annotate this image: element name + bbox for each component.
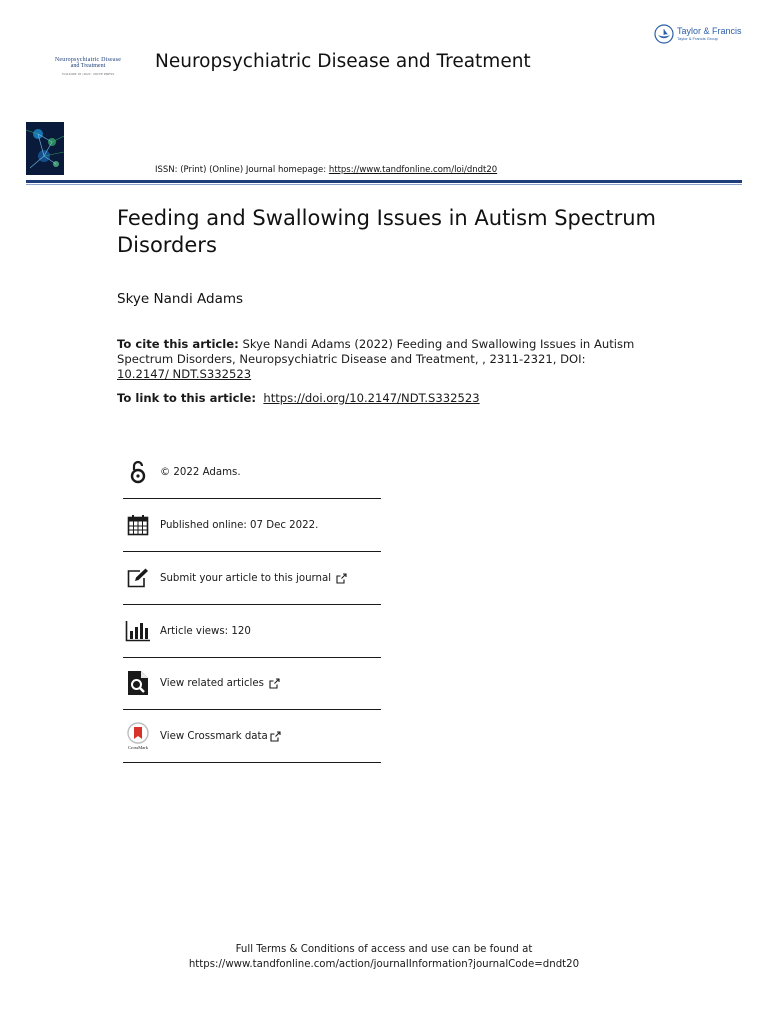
related-articles-icon xyxy=(125,670,151,696)
citation-block xyxy=(117,337,637,382)
open-access-icon xyxy=(125,459,151,485)
article-views-row xyxy=(123,605,381,658)
published-text: Published online: 07 Dec 2022. xyxy=(160,519,319,531)
article-title: Feeding and Swallowing Issues in Autism Spectrum Disorders xyxy=(117,206,656,257)
journal-cover-image xyxy=(26,122,64,175)
crossmark-row[interactable] xyxy=(123,710,381,763)
journal-logo-line1: Neuropsychiatric Disease xyxy=(54,57,122,63)
publisher-logo-icon xyxy=(654,24,674,44)
link-label: To link to this article: xyxy=(117,391,256,405)
license-text: © 2022 Adams. xyxy=(160,466,241,478)
journal-title: Neuropsychiatric Disease and Treatment xyxy=(155,51,531,72)
submit-article-row[interactable] xyxy=(123,552,381,605)
article-author: Skye Nandi Adams xyxy=(117,291,244,307)
header-divider-thin xyxy=(26,184,742,185)
crossmark-sublabel: CrossMark xyxy=(128,745,148,750)
journal-logo-line2: and Treatment xyxy=(70,63,106,70)
footer-terms-url[interactable]: https://www.tandfonline.com/action/journalInformation?journalCode=dndt20 xyxy=(188,959,580,970)
crossmark-link[interactable]: View Crossmark data xyxy=(160,730,268,742)
article-link-line xyxy=(117,391,480,405)
external-link-icon xyxy=(336,573,347,584)
article-doi-link[interactable]: https://doi.org/10.2147/NDT.S332523 xyxy=(263,391,480,405)
citation-doi-link[interactable]: 10.2147/ NDT.S332523 xyxy=(117,367,252,381)
journal-logo xyxy=(40,57,136,76)
citation-label: To cite this article: xyxy=(117,337,239,351)
footer-terms-text: Full Terms & Conditions of access and use can be found at xyxy=(235,944,533,955)
journal-homepage-link[interactable]: https://www.tandfonline.com/loi/dndt20 xyxy=(328,165,498,175)
related-articles-row[interactable] xyxy=(123,657,381,710)
publisher-name: Taylor & Francis xyxy=(677,26,742,36)
external-link-icon xyxy=(270,731,281,742)
published-row xyxy=(123,499,381,552)
submit-article-link[interactable]: Submit your article to this journal xyxy=(160,572,332,584)
external-link-icon xyxy=(269,678,280,689)
footer xyxy=(0,942,768,972)
issn-line xyxy=(155,165,497,175)
publisher-logo[interactable] xyxy=(654,22,749,46)
calendar-icon xyxy=(125,512,151,538)
bar-chart-icon xyxy=(125,618,151,644)
crossmark-icon xyxy=(125,723,151,749)
publisher-group: Taylor & Francis Group xyxy=(677,36,718,41)
article-views-text: Article views: 120 xyxy=(160,625,251,637)
edit-icon xyxy=(125,565,151,591)
issn-text: ISSN: (Print) (Online) Journal homepage: xyxy=(155,165,329,175)
journal-logo-line3: VOLUME 18 | 2022 · DOVE PRESS xyxy=(61,71,115,76)
license-row xyxy=(123,446,381,499)
citation-text: Skye Nandi Adams (2022) Feeding and Swallowing Issues in Autism Spectrum Disorders, Neuropsychiatric Disease and Treatment, , 2311-2321, DOI: xyxy=(117,337,635,366)
header-divider xyxy=(26,180,742,183)
related-articles-link[interactable]: View related articles xyxy=(160,677,264,689)
